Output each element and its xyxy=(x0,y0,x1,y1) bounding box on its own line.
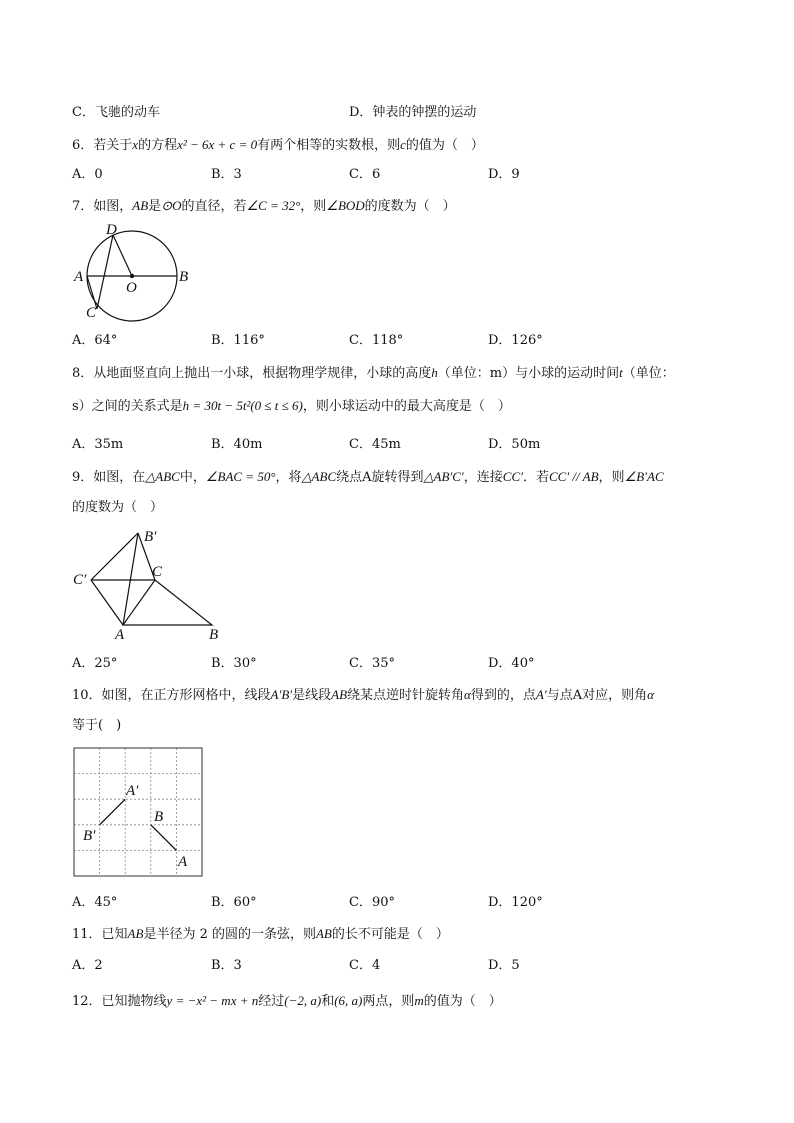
q10-label-b: B xyxy=(154,809,164,825)
q9-option-d: D．40° xyxy=(488,656,535,671)
q10-stem-line2: 等于( ) xyxy=(72,718,122,733)
q12-stem: 12．已知抛物线y = −x² − mx + n经过(−2, a)和(6, a)两点，则m的值为（ ） xyxy=(72,993,502,1009)
q6-option-d: D．9 xyxy=(488,167,520,182)
q9-label-b: B xyxy=(209,627,219,643)
q6-option-c: C．6 xyxy=(349,167,381,182)
q8-option-c: C．45m xyxy=(349,437,401,452)
q11-option-a: A．2 xyxy=(72,958,103,973)
q11-stem: 11．已知AB是半径为 2 的圆的一条弦，则AB的长不可能是（ ） xyxy=(72,926,449,942)
q8-option-d: D．50m xyxy=(488,437,541,452)
q5-option-c: C．飞驰的动车 xyxy=(72,105,160,120)
q10-option-c: C．90° xyxy=(349,895,395,910)
q9-label-c: C xyxy=(152,564,163,580)
q11-option-c: C．4 xyxy=(349,958,381,973)
q9-triangle-figure xyxy=(70,525,230,645)
q7-label-b: B xyxy=(179,269,189,285)
q9-label-bprime: B′ xyxy=(144,529,157,545)
q7-option-d: D．126° xyxy=(488,333,543,348)
q9-label-a: A xyxy=(115,627,125,643)
q11-option-b: B．3 xyxy=(211,958,242,973)
q6-stem: 6．若关于x的方程x² − 6x + c = 0有两个相等的实数根，则c的值为（ ） xyxy=(72,137,484,153)
q7-label-c: C xyxy=(86,305,97,321)
q10-label-a: A xyxy=(178,854,188,870)
q10-label-aprime: A′ xyxy=(126,783,139,799)
q7-option-a: A．64° xyxy=(72,333,118,348)
q7-circle-figure xyxy=(70,220,195,320)
q9-option-c: C．35° xyxy=(349,656,395,671)
q10-label-bprime: B′ xyxy=(83,828,96,844)
q10-stem-line1: 10．如图，在正方形网格中，线段A′B′是线段AB绕某点逆时针旋转角α得到的，点A′与点A对应，则角α xyxy=(72,687,654,703)
q5-option-d: D．钟表的钟摆的运动 xyxy=(349,105,477,120)
q6-option-a: A．0 xyxy=(72,167,103,182)
q10-option-b: B．60° xyxy=(211,895,257,910)
q7-stem: 7．如图，AB是⊙O的直径，若∠C = 32°，则∠BOD的度数为（ ） xyxy=(72,198,456,214)
q10-option-a: A．45° xyxy=(72,895,118,910)
q8-stem-line2: s）之间的关系式是h = 30t − 5t²(0 ≤ t ≤ 6)，则小球运动中的最大高度是（ ） xyxy=(72,398,511,414)
q8-stem-line1: 8．从地面竖直向上抛出一小球，根据物理学规律，小球的高度h（单位：m）与小球的运动时间t（单位： xyxy=(72,365,675,381)
q9-label-cprime: C′ xyxy=(73,572,87,588)
q9-option-b: B．30° xyxy=(211,656,257,671)
q7-option-c: C．118° xyxy=(349,333,404,348)
q6-option-b: B．3 xyxy=(211,167,242,182)
q8-option-b: B．40m xyxy=(211,437,263,452)
q9-option-a: A．25° xyxy=(72,656,118,671)
q7-label-a: A xyxy=(74,269,84,285)
q10-grid-figure xyxy=(74,748,204,878)
q9-stem-line2: 的度数为（ ） xyxy=(72,500,164,515)
q7-option-b: B．116° xyxy=(211,333,265,348)
q8-option-a: A．35m xyxy=(72,437,124,452)
q10-option-d: D．120° xyxy=(488,895,543,910)
q7-label-d: D xyxy=(106,222,117,238)
q11-option-d: D．5 xyxy=(488,958,520,973)
q7-label-o: O xyxy=(126,280,137,296)
q9-stem-line1: 9．如图，在△ABC中，∠BAC = 50°，将△ABC绕点A旋转得到△AB′C′，连接CC′．若CC′ // AB，则∠B′AC xyxy=(72,469,664,485)
